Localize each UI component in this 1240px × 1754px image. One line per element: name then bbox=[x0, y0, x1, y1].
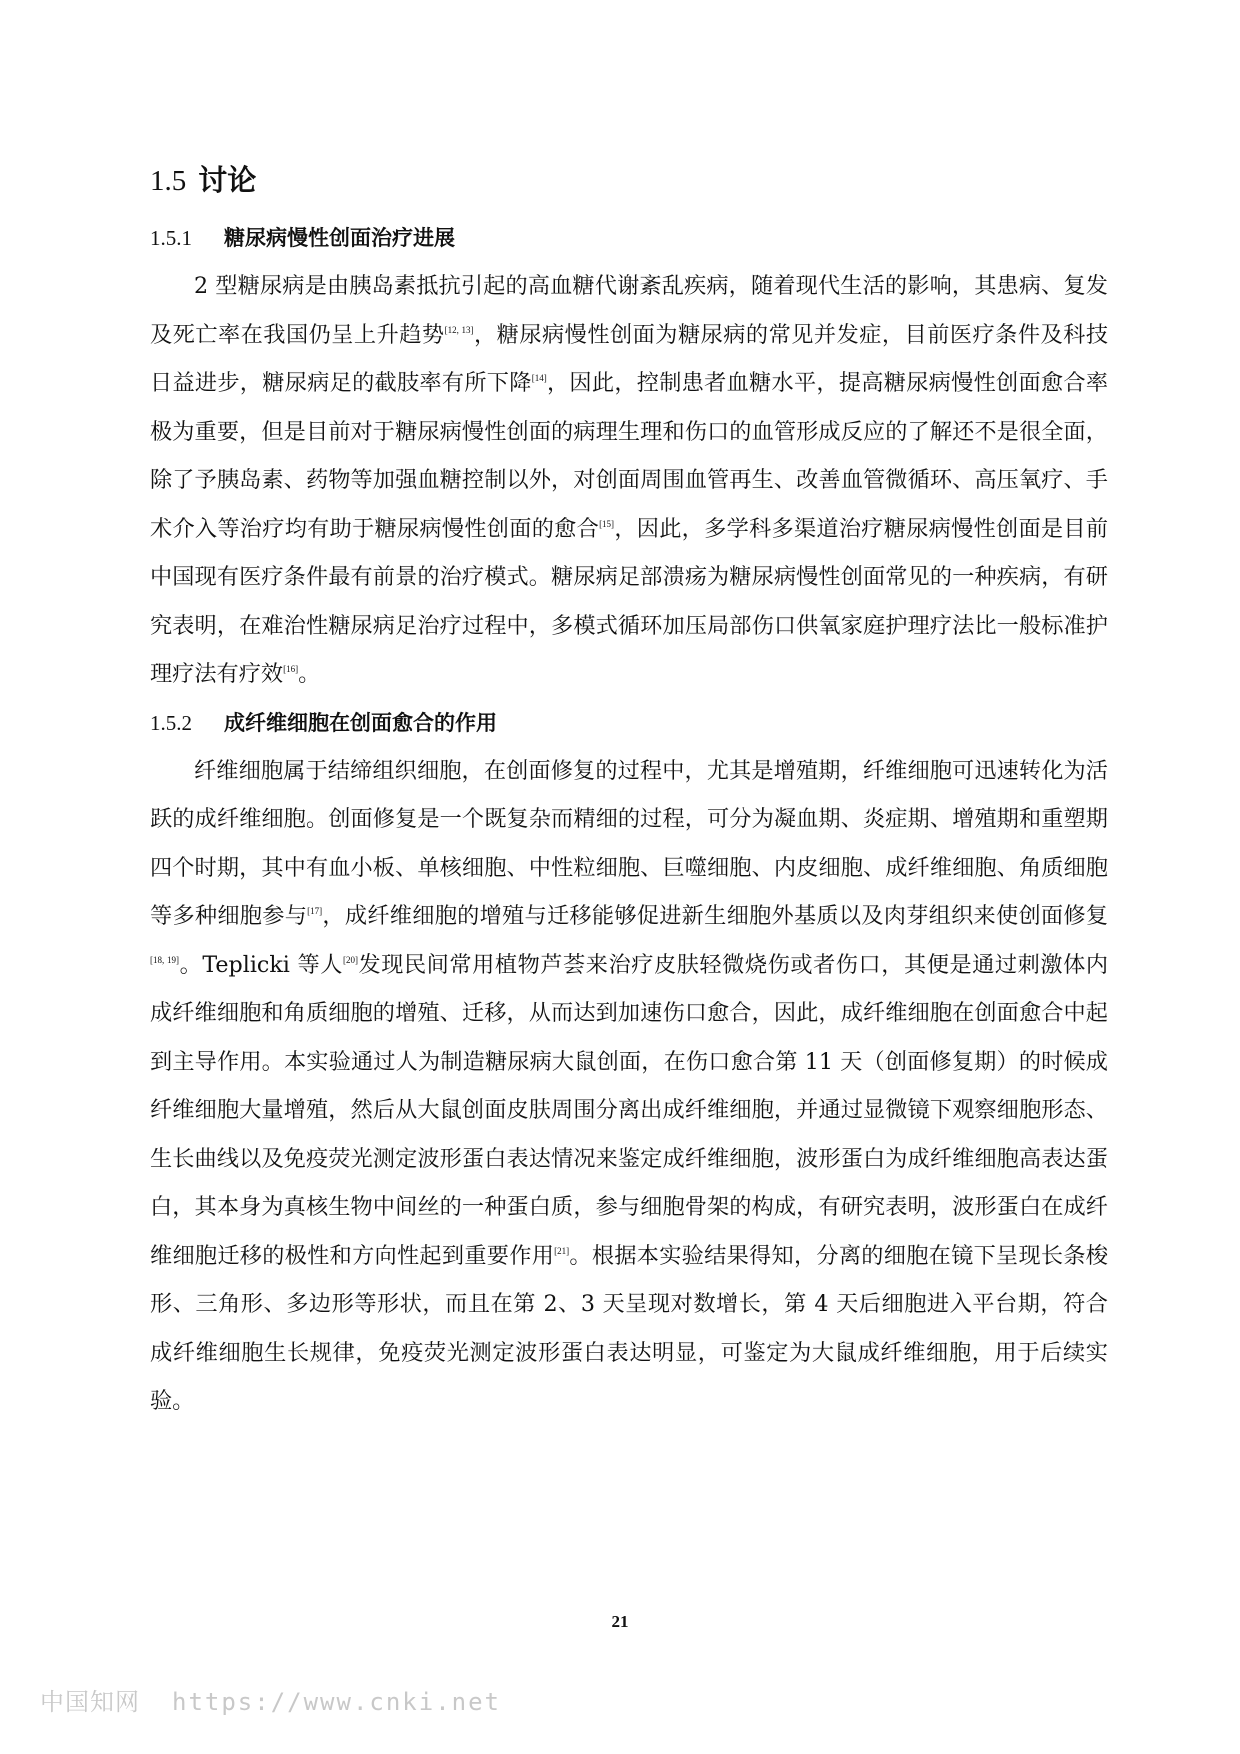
paragraph-text: ，成纤维细胞的增殖与迁移能够促进新生细胞外基质以及肉芽组织来使创面修复 bbox=[322, 903, 1109, 929]
citation: [18, 19] bbox=[150, 954, 180, 965]
paragraph-text: 。 bbox=[298, 661, 321, 687]
section-number: 1.5 bbox=[150, 165, 187, 197]
paragraph-diabetic-wound-progress bbox=[150, 262, 1108, 699]
citation: [17] bbox=[307, 906, 323, 916]
watermark-name: 中国知网 bbox=[40, 1689, 140, 1716]
watermark bbox=[40, 1682, 501, 1717]
section-heading bbox=[150, 160, 1108, 200]
citation: [16] bbox=[283, 664, 299, 674]
paragraph-text: 。Teplicki 等人 bbox=[179, 951, 343, 978]
citation: [12, 13] bbox=[444, 324, 474, 335]
paragraph-text: ，因此，多学科多渠道治疗糖尿病慢性创面是目前中国现有医疗条件最有前景的治疗模式。糖尿病足部溃疡为糖尿病慢性创面常见的一种疾病，有研究表明，在难治性糖尿病足治疗过程中，多模式循环加压局部伤口供氧家庭护理疗法比一般标准护理疗法有疗效 bbox=[150, 515, 1109, 687]
paragraph-text: 发现民间常用植物芦荟来治疗皮肤轻微烧伤或者伤口，其便是通过刺激体内成纤维细胞和角质细胞的增殖、迁移，从而达到加速伤口愈合，因此，成纤维细胞在创面愈合中起到主导作用。本实验通过人为制造糖尿病大鼠创面，在伤口愈合第 11 天（创面修复期）的时候成纤维细胞大量增殖，然后从大鼠创面皮肤周围分离出成纤维细胞，并通过显微镜下观察细胞形态、生长曲线以及免疫荧光测定波形蛋白表达情况来鉴定成纤维细胞，波形蛋白为成纤维细胞高表达蛋白，其本身为真核生物中间丝的一种蛋白质，参与细胞骨架的构成，有研究表明，波形蛋白在成纤维细胞迁移的极性和方向性起到重要作用 bbox=[150, 951, 1109, 1269]
subsection-number: 1.5.1 bbox=[150, 226, 192, 250]
subsection-heading-2 bbox=[150, 699, 1108, 747]
paragraph-text: ，因此，控制患者血糖水平，提高糖尿病慢性创面愈合率极为重要，但是目前对于糖尿病慢性创面的病理生理和伤口的血管形成反应的了解还不是很全面，除了予胰岛素、药物等加强血糖控制以外，对创面周围血管再生、改善血管微循环、高压氧疗、手术介入等治疗均有助于糖尿病慢性创面的愈合 bbox=[150, 370, 1109, 542]
section-title: 讨论 bbox=[198, 163, 257, 197]
page-number: 21 bbox=[611, 1612, 629, 1631]
watermark-url: https://www.cnki.net bbox=[172, 1688, 501, 1716]
paragraph-text: ，糖尿病慢性创面为糖尿病的常见并发症，目前医疗条件及科技日益进步，糖尿病足的截肢率有所下降 bbox=[150, 321, 1109, 396]
paragraph-text: 2 型糖尿病是由胰岛素抵抗引起的高血糖代谢紊乱疾病，随着现代生活的影响，其患病、复发及死亡率在我国仍呈上升趋势 bbox=[150, 273, 1108, 348]
subsection-title: 成纤维细胞在创面愈合的作用 bbox=[224, 709, 497, 735]
paragraph-text: 。根据本实验结果得知，分离的细胞在镜下呈现长条梭形、三角形、多边形等形状，而且在第 2、3 天呈现对数增长，第 4 天后细胞进入平台期，符合成纤维细胞生长规律，免疫荧光测定波形蛋白表达明显，可鉴定为大鼠成纤维细胞，用于后续实验。 bbox=[150, 1242, 1109, 1414]
subsection-heading-1 bbox=[150, 214, 1108, 262]
subsection-number: 1.5.2 bbox=[150, 710, 192, 735]
citation: [14] bbox=[531, 373, 547, 383]
citation: [20] bbox=[342, 954, 358, 965]
page-content bbox=[150, 160, 1108, 1426]
paragraph-text: 纤维细胞属于结缔组织细胞，在创面修复的过程中，尤其是增殖期，纤维细胞可迅速转化为活跃的成纤维细胞。创面修复是一个既复杂而精细的过程，可分为凝血期、炎症期、增殖期和重塑期四个时期，其中有血小板、单核细胞、中性粒细胞、巨噬细胞、内皮细胞、成纤维细胞、角质细胞等多种细胞参与 bbox=[150, 757, 1108, 929]
subsection-title: 糖尿病慢性创面治疗进展 bbox=[224, 225, 455, 250]
citation: [21] bbox=[554, 1245, 570, 1256]
paragraph-fibroblast-role bbox=[150, 747, 1108, 1426]
citation: [15] bbox=[599, 518, 615, 529]
